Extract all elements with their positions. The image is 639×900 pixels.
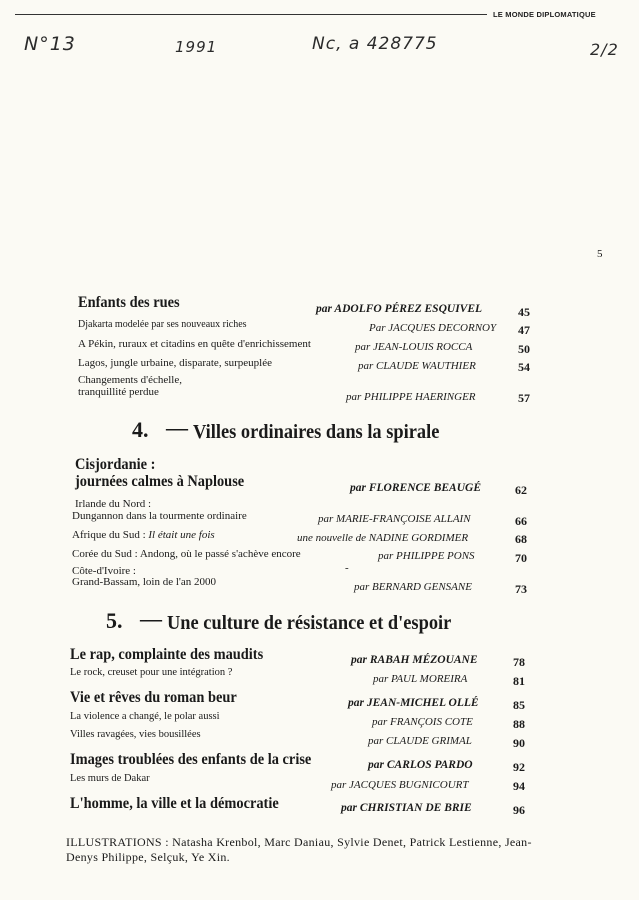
toc-page: 73 <box>515 582 527 596</box>
publication-title: LE MONDE DIPLOMATIQUE <box>493 10 596 19</box>
handwritten-part: 2/2 <box>590 40 619 59</box>
toc-title <box>72 529 215 541</box>
handwritten-issue: N°13 <box>24 33 76 55</box>
toc-author: par CARLOS PARDO <box>368 759 473 771</box>
toc-title: Enfants des rues <box>78 294 180 311</box>
toc-title: Les murs de Dakar <box>70 773 150 784</box>
toc-title: Irlande du Nord : <box>75 498 152 510</box>
toc-title: Le rap, complainte des maudits <box>70 646 264 663</box>
toc-author: par BERNARD GENSANE <box>354 581 472 593</box>
credits-text: Natasha Krenbol, Marc Daniau, Sylvie Denet, Patrick Lestienne, Jean-Denys Philippe, Selçuk, Ye Xin. <box>66 835 532 864</box>
section-number: 4. <box>132 417 149 442</box>
toc-author: par CHRISTIAN DE BRIE <box>341 802 472 814</box>
toc-page: 66 <box>515 514 527 528</box>
toc-title: Cisjordanie : <box>75 456 156 473</box>
toc-author: Par JACQUES DECORNOY <box>369 322 497 334</box>
toc-author: par ADOLFO PÉREZ ESQUIVEL <box>316 303 483 315</box>
toc-author: par PHILIPPE HAERINGER <box>346 391 476 403</box>
toc-title: Côte-d'Ivoire : <box>72 565 136 577</box>
toc-page: 70 <box>515 551 527 565</box>
toc-title: Images troublées des enfants de la crise <box>70 751 312 768</box>
toc-title-italic: Il était une fois <box>148 529 215 541</box>
toc-page: 92 <box>513 760 525 774</box>
toc-title: La violence a changé, le polar aussi <box>70 711 220 722</box>
toc-title: Dungannon dans la tourmente ordinaire <box>72 510 247 522</box>
toc-page: 62 <box>515 483 527 497</box>
toc-page: 78 <box>513 655 525 669</box>
toc-author: par CLAUDE GRIMAL <box>368 735 472 747</box>
toc-title: L'homme, la ville et la démocratie <box>70 795 279 812</box>
toc-title: journées calmes à Naplouse <box>75 473 245 490</box>
toc-title: Le rock, creuset pour une intégration ? <box>70 667 233 678</box>
toc-title: tranquillité perdue <box>78 386 159 398</box>
section-dash: — <box>140 606 162 631</box>
handwritten-year: 1991 <box>175 38 218 56</box>
toc-page: 94 <box>513 779 525 793</box>
toc-title: A Pékin, ruraux et citadins en quête d'enrichissement <box>78 338 311 350</box>
toc-page: 68 <box>515 532 527 546</box>
toc-author: par RABAH MÉZOUANE <box>351 654 478 666</box>
toc-title: Djakarta modelée par ses nouveaux riches <box>78 319 247 330</box>
toc-title: Vie et rêves du roman beur <box>70 689 237 706</box>
toc-author: par JEAN-MICHEL OLLÉ <box>348 697 479 709</box>
toc-page: 45 <box>518 305 530 319</box>
toc-author: une nouvelle de NADINE GORDIMER <box>297 532 469 544</box>
toc-page: 88 <box>513 717 525 731</box>
toc-author: par FRANÇOIS COTE <box>372 716 473 728</box>
header-rule <box>15 14 487 15</box>
toc-author: par FLORENCE BEAUGÉ <box>350 482 482 494</box>
toc-title: Corée du Sud : Andong, où le passé s'achève encore <box>72 548 301 560</box>
toc-page: 90 <box>513 736 525 750</box>
toc-author: par PAUL MOREIRA <box>373 673 468 685</box>
toc-title: Grand-Bassam, loin de l'an 2000 <box>72 576 217 588</box>
toc-mark: - <box>345 562 349 574</box>
toc-title-prefix: Afrique du Sud : <box>72 529 149 541</box>
toc-author: par JEAN-LOUIS ROCCA <box>355 341 473 353</box>
toc-page: 85 <box>513 698 525 712</box>
toc-author: par JACQUES BUGNICOURT <box>331 779 469 791</box>
section-number: 5. <box>106 608 123 633</box>
page-number: 5 <box>597 248 603 260</box>
handwritten-reference: Nc, a 428775 <box>312 34 438 54</box>
credits-label: ILLUSTRATIONS : <box>66 835 169 849</box>
section-title: Villes ordinaires dans la spirale <box>193 421 440 443</box>
toc-author: par MARIE-FRANÇOISE ALLAIN <box>318 513 471 525</box>
toc-page: 57 <box>518 391 530 405</box>
toc-author: par PHILIPPE PONS <box>378 550 475 562</box>
illustration-credits <box>66 835 536 865</box>
toc-page: 54 <box>518 360 530 374</box>
toc-page: 81 <box>513 674 525 688</box>
section-title: Une culture de résistance et d'espoir <box>167 612 452 634</box>
toc-page: 96 <box>513 803 525 817</box>
toc-title: Villes ravagées, vies bousillées <box>70 729 201 740</box>
toc-page: 47 <box>518 323 530 337</box>
toc-title: Lagos, jungle urbaine, disparate, surpeuplée <box>78 357 272 369</box>
toc-title: Changements d'échelle, <box>78 374 183 386</box>
toc-author: par CLAUDE WAUTHIER <box>358 360 476 372</box>
section-dash: — <box>166 415 188 440</box>
toc-page: 50 <box>518 342 530 356</box>
